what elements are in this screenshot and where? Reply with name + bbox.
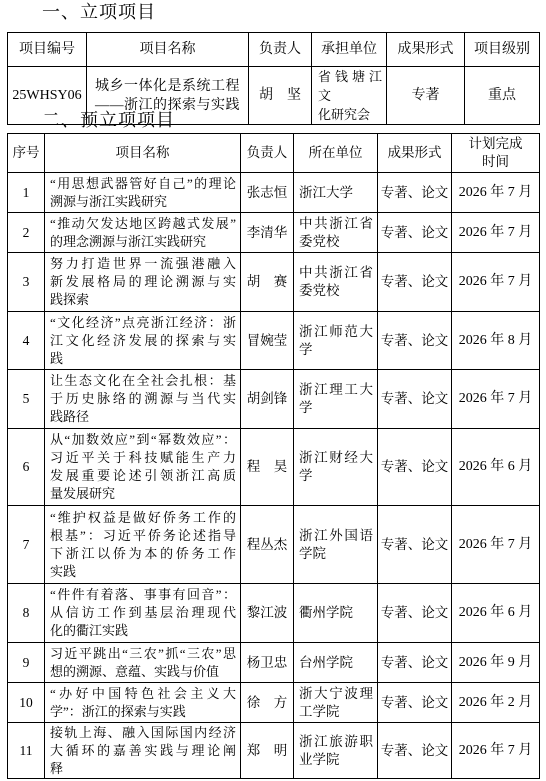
header-row: [8, 134, 540, 173]
column-header-unit: 承担单位: [312, 33, 387, 67]
section-heading-approved: 一、立项项目: [42, 2, 156, 22]
text-line: 习近平跳出“三农”抓“三农”思: [50, 645, 236, 661]
text-line: 浙江师范大: [299, 323, 373, 339]
cell-unit: [294, 584, 378, 643]
cell-index: 7: [8, 506, 45, 584]
text-line: 实践: [50, 563, 77, 579]
cell-planned-completion: 2026 年 7 月: [452, 173, 540, 213]
cell-unit: [294, 253, 378, 312]
cell-index: 8: [8, 584, 45, 643]
text-line: 浙江外国语: [299, 527, 373, 543]
cell-unit: [294, 213, 378, 253]
table-row: [8, 312, 540, 370]
text-line: 习近平关于科技赋能生产力: [50, 450, 236, 465]
text-line: 衢州学院: [299, 605, 353, 620]
text-line: 学: [299, 400, 313, 415]
cell-project-name: [45, 213, 241, 253]
column-header-leader: 负责人: [249, 33, 312, 67]
cell-planned-completion: 2026 年 6 月: [452, 584, 540, 643]
column-header-index: 序号: [8, 134, 45, 173]
cell-project-name: [45, 429, 241, 506]
cell-planned-completion: 2026 年 7 月: [452, 506, 540, 584]
text-line: 学院: [299, 545, 326, 561]
cell-index: 2: [8, 213, 45, 253]
cell-output-type: 专著、论文: [378, 173, 452, 213]
cell-unit: [294, 683, 378, 723]
cell-leader: 黎江波: [241, 584, 294, 643]
cell-project-name: [45, 370, 241, 429]
table-row: [8, 370, 540, 429]
text-line: 浙江财经大: [299, 450, 373, 465]
cell-unit: [294, 723, 378, 779]
cell-project-name: [45, 253, 241, 312]
text-line: 根基”：习近平侨务论述指导: [50, 527, 236, 543]
preapproved-projects-table: [7, 133, 540, 779]
cell-leader: 冒婉莹: [241, 312, 294, 370]
table-row: [8, 683, 540, 723]
cell-output-type: 专著、论文: [378, 683, 452, 723]
cell-index: 10: [8, 683, 45, 723]
text-line: 化研究会: [318, 107, 371, 122]
cell-planned-completion: 2026 年 7 月: [452, 370, 540, 429]
text-line: 从“加数效应”到“幂数效应”：: [50, 432, 236, 447]
table-row: [8, 429, 540, 506]
text-line: 台州学院: [299, 654, 353, 670]
column-header-code: 项目编号: [8, 33, 87, 67]
cell-leader: 胡剑锋: [241, 370, 294, 429]
text-line: 释: [50, 760, 64, 776]
text-line: “用思想武器管好自己”的理论: [50, 175, 236, 191]
cell-output-type: 专著、论文: [378, 253, 452, 312]
text-line: 让生态文化在全社会扎根：基: [50, 373, 236, 388]
text-line: 大循环的嘉善实践与理论阐: [50, 742, 236, 758]
table-row: [8, 723, 540, 779]
cell-leader: 程丛杰: [241, 506, 294, 584]
text-line: 溯源与浙江实践研究: [50, 193, 168, 209]
cell-leader: 李清华: [241, 213, 294, 253]
text-line: 委党校: [299, 283, 340, 298]
cell-project-name: [45, 506, 241, 584]
column-header-output-type: 成果形式: [378, 134, 452, 173]
text-line: 的理念溯源与浙江实践研究: [50, 233, 207, 249]
column-header-planned-completion: 计划完成 时间: [452, 134, 540, 173]
text-line: “件件有着落、事事有回音”：: [50, 587, 236, 602]
text-line: “推动欠发达地区跨越式发展”: [50, 215, 236, 231]
table-row: [8, 213, 540, 253]
cell-leader: 郑 明: [241, 723, 294, 779]
cell-planned-completion: 2026 年 7 月: [452, 253, 540, 312]
table-row: [8, 506, 540, 584]
cell-index: 11: [8, 723, 45, 779]
cell-unit: [312, 67, 387, 125]
cell-project-name: [45, 683, 241, 723]
cell-index: 3: [8, 253, 45, 312]
cell-level: 重点: [465, 67, 540, 125]
text-line: 学: [299, 341, 313, 357]
cell-index: 4: [8, 312, 45, 370]
cell-project-name: [45, 584, 241, 643]
text-line: 践探索: [50, 292, 90, 307]
cell-output-type: 专著: [387, 67, 465, 125]
table-row: [8, 173, 540, 213]
cell-output-type: 专著、论文: [378, 312, 452, 370]
text-line: 浙江大学: [299, 184, 353, 200]
column-header-project-name: 项目名称: [87, 33, 249, 67]
text-line: 从信访工作到基层治理现代: [50, 605, 236, 620]
text-line: “维护权益是做好侨务工作的: [50, 509, 236, 525]
cell-output-type: 专著、论文: [378, 370, 452, 429]
cell-leader: 胡 赛: [241, 253, 294, 312]
column-header-level: 项目级别: [465, 33, 540, 67]
cell-planned-completion: 2026 年 7 月: [452, 723, 540, 779]
text-line: 工学院: [299, 703, 340, 719]
cell-index: 5: [8, 370, 45, 429]
text-line: 委党校: [299, 233, 340, 249]
text-line: 学”：浙江的探索与实践: [50, 703, 186, 719]
text-line: 践: [50, 350, 64, 366]
cell-leader: 胡 坚: [249, 67, 312, 125]
text-line: 下浙江以侨为本的侨务工作: [50, 545, 236, 561]
column-header-leader: 负责人: [241, 134, 294, 173]
cell-planned-completion: 2026 年 8 月: [452, 312, 540, 370]
text-line: 接轨上海、融入国际国内经济: [50, 724, 236, 740]
text-line: 浙江旅游职: [299, 733, 373, 749]
cell-project-name: 城乡一体化是系统工程 ——浙江的探索与实践: [87, 67, 249, 125]
cell-unit: [294, 506, 378, 584]
text-line: 新发展格局的理论溯源与实: [50, 274, 236, 289]
text-line: 浙江理工大: [299, 382, 373, 397]
cell-output-type: 专著、论文: [378, 584, 452, 643]
table-row: [8, 584, 540, 643]
text-line: 努力打造世界一流强港融入: [50, 256, 236, 271]
text-line: 量发展研究: [50, 486, 116, 501]
column-header-project-name: 项目名称: [45, 134, 241, 173]
cell-project-name: [45, 173, 241, 213]
header-row: [8, 33, 540, 67]
cell-index: 9: [8, 643, 45, 683]
column-header-unit: 所在单位: [294, 134, 378, 173]
cell-project-name: [45, 312, 241, 370]
cell-planned-completion: 2026 年 2 月: [452, 683, 540, 723]
cell-output-type: 专著、论文: [378, 213, 452, 253]
cell-index: 1: [8, 173, 45, 213]
cell-unit: [294, 312, 378, 370]
text-line: 省钱塘江文: [318, 69, 382, 103]
text-line: 浙大宁波理: [299, 685, 373, 701]
text-line: 江文化经济发展的探索与实: [50, 332, 236, 348]
cell-unit: [294, 370, 378, 429]
cell-planned-completion: 2026 年 7 月: [452, 213, 540, 253]
cell-unit: [294, 173, 378, 213]
cell-project-name: [45, 723, 241, 779]
cell-leader: 程 昊: [241, 429, 294, 506]
text-line: 于历史脉络的溯源与当代实: [50, 391, 236, 406]
cell-unit: [294, 643, 378, 683]
cell-output-type: 专著、论文: [378, 643, 452, 683]
table-row: [8, 643, 540, 683]
cell-leader: 杨卫忠: [241, 643, 294, 683]
cell-leader: 张志恒: [241, 173, 294, 213]
cell-index: 6: [8, 429, 45, 506]
cell-project-name: [45, 643, 241, 683]
text-line: 发展重要论述引领浙江高质: [50, 468, 236, 483]
cell-output-type: 专著、论文: [378, 429, 452, 506]
cell-leader: 徐 方: [241, 683, 294, 723]
text-line: 践路径: [50, 409, 90, 424]
text-line: 业学院: [299, 751, 340, 767]
text-line: “文化经济”点亮浙江经济：浙: [50, 314, 236, 330]
text-line: 学: [299, 468, 313, 483]
column-header-output-type: 成果形式: [387, 33, 465, 67]
cell-project-code: 25WHSY06: [8, 67, 87, 125]
cell-unit: [294, 429, 378, 506]
text-line: 中共浙江省: [299, 215, 373, 231]
text-line: “办好中国特色社会主义大: [50, 685, 236, 701]
text-line: 化的衢江实践: [50, 623, 129, 638]
cell-output-type: 专著、论文: [378, 506, 452, 584]
cell-planned-completion: 2026 年 9 月: [452, 643, 540, 683]
table-body: [8, 134, 540, 779]
text-line: 想的溯源、意蕴、实践与价值: [50, 663, 220, 679]
section-heading-preapproved: 二、预立项项目: [42, 110, 175, 130]
text-line: 中共浙江省: [299, 265, 373, 280]
cell-output-type: 专著、论文: [378, 723, 452, 779]
cell-planned-completion: 2026 年 6 月: [452, 429, 540, 506]
table-row: [8, 253, 540, 312]
